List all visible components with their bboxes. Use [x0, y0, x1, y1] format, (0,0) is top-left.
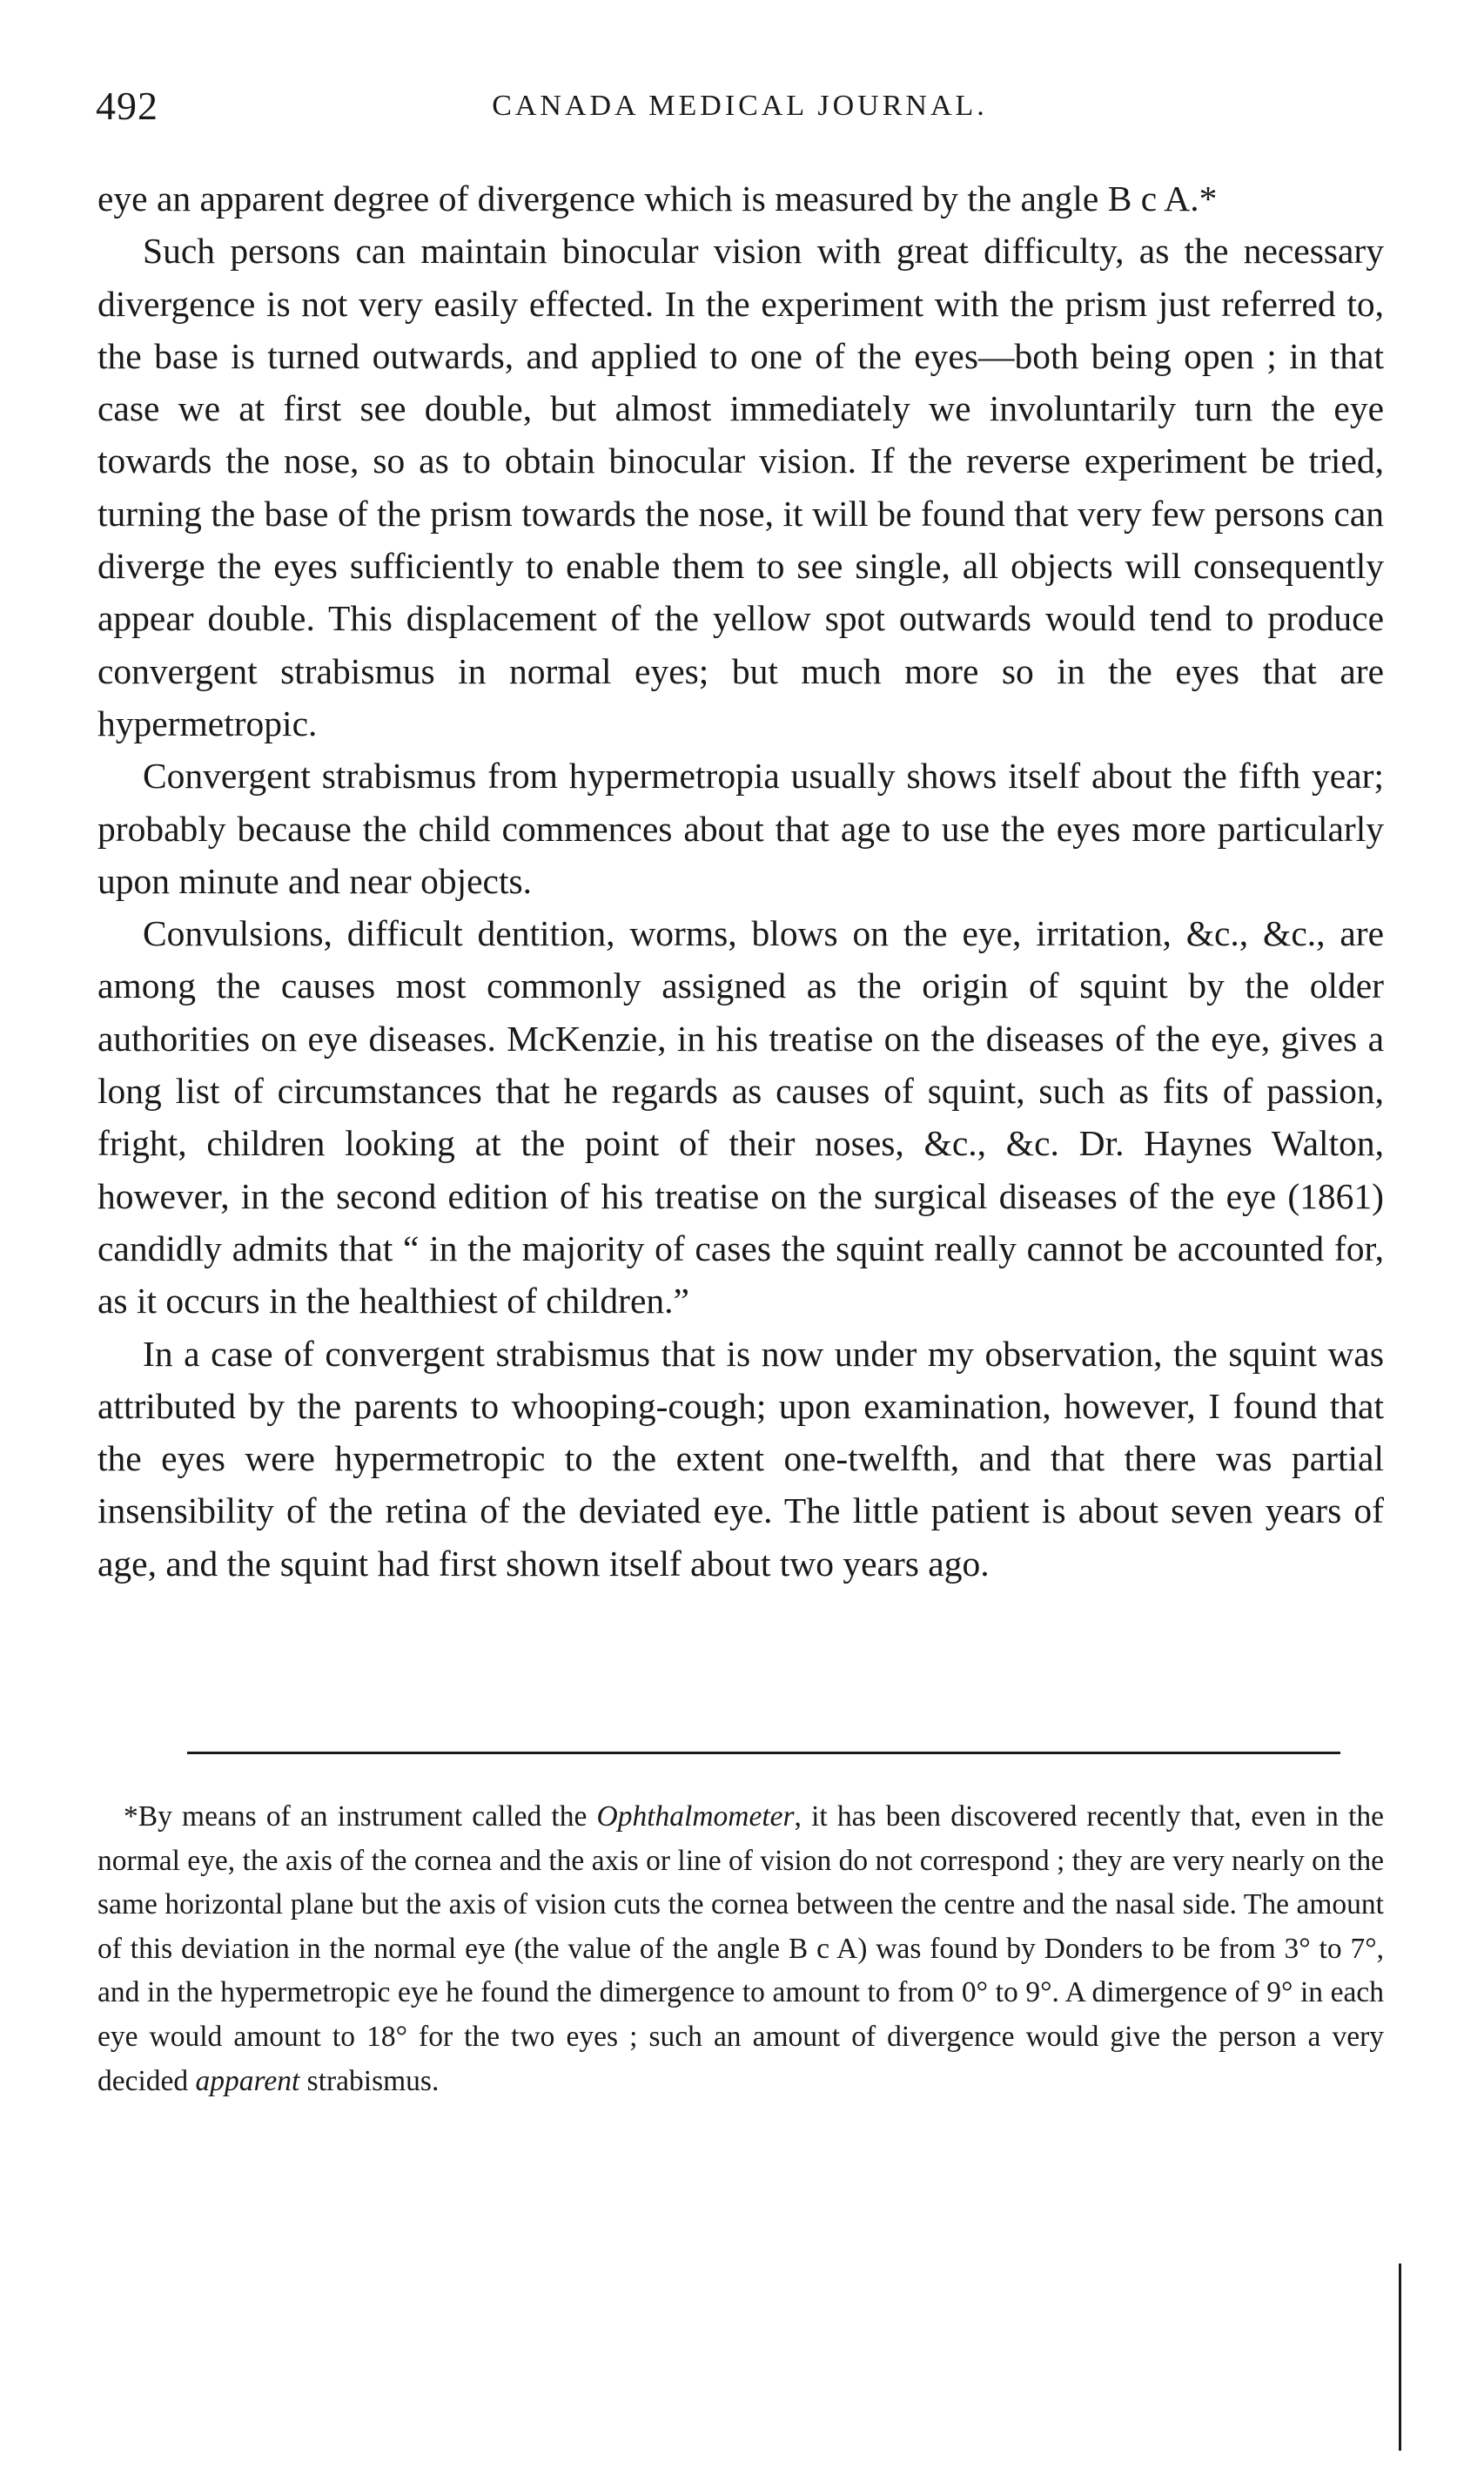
paragraph-causes-of-squint: Convulsions, difficult dentition, worms, blows on the eye, irritation, &c., &c., are among the causes most commonly assigned as the origin of squint by the older authorities on eye diseases. McKenzie, in his treatise on the diseases of the eye, gives a long list of circumstances that he regards as causes of squint, such as fits of passion, fright, children looking at the point of their noses, &c., &c. Dr. Haynes Walton, however, in the second edition of his treatise on the surgical diseases of the eye (1861) candidly admits that “ in the majority of cases the squint really cannot be accounted for, as it occurs in the healthiest of children.” — [97, 913, 1384, 1322]
footnote-middle: , it has been discovered recently that, even in the normal eye, the axis of the cornea and the axis or line of vision do not correspond ; they are very nearly on the same horizontal plane but the axis of vision cuts the cornea between the centre and the nasal side. The amount of this deviation in the normal eye (the value of the angle B c A) was found by Donders to be from 3° to 7°, and in the hypermetropic eye he found the dimergence to amount to from 0° to 9°. A dimergence of 9° in each eye would amount to 18° for the two eyes ; such an amount of divergence would give the person a very decided — [97, 1800, 1385, 2097]
footnote-term: Ophthalmometer — [596, 1800, 795, 1833]
footnote-text — [97, 1795, 1384, 2103]
page-header — [96, 83, 1384, 135]
footnote — [97, 1795, 1384, 2103]
margin-bar — [1399, 2263, 1401, 2451]
footnote-tail: strabismus. — [299, 2064, 440, 2097]
paragraph-case-report: In a case of convergent strabismus that is now under my observation, the squint was attributed by the parents to whooping-cough; upon examination, however, I found that the eyes were hypermetropic to the extent one-twelfth, and that there was partial insensibility of the retina of the deviated eye. The little patient is about seven years of age, and the squint had first shown itself about two years ago. — [97, 1333, 1384, 1584]
footnote-lead: *By means of an instrument called the — [124, 1800, 597, 1833]
paragraph-hypermetropia-onset: Convergent strabismus from hypermetropia usually shows itself about the fifth year; probably because the child commences about that age to use the eyes more particularly upon minute and near objects. — [97, 756, 1384, 901]
page-number: 492 — [96, 84, 158, 128]
paragraph-binocular-vision: Such persons can maintain binocular vision with great difficulty, as the necessary divergence is not very easily effected. In the experiment with the prism just referred to, the base is turned outwards, and applied to one of the eyes—both being open ; in that case we at first see double, but almost immediately we involuntarily turn the eye towards the nose, so as to obtain binocular vision. If the reverse experiment be tried, turning the base of the prism towards the nose, it will be found that very few persons can diverge the eyes sufficiently to enable them to see single, all objects will consequently appear double. This displacement of the yellow spot outwards would tend to produce convergent strabismus in normal eyes; but much more so in the eyes that are hypermetropic. — [97, 231, 1384, 743]
paragraph-continuation: eye an apparent degree of divergence which is measured by the angle B c A.* — [97, 178, 1218, 219]
running-head: CANADA MEDICAL JOURNAL. — [492, 90, 988, 122]
footnote-divider — [187, 1752, 1340, 1754]
footnote-emphasis: apparent — [195, 2064, 300, 2097]
article-body — [97, 172, 1384, 1590]
